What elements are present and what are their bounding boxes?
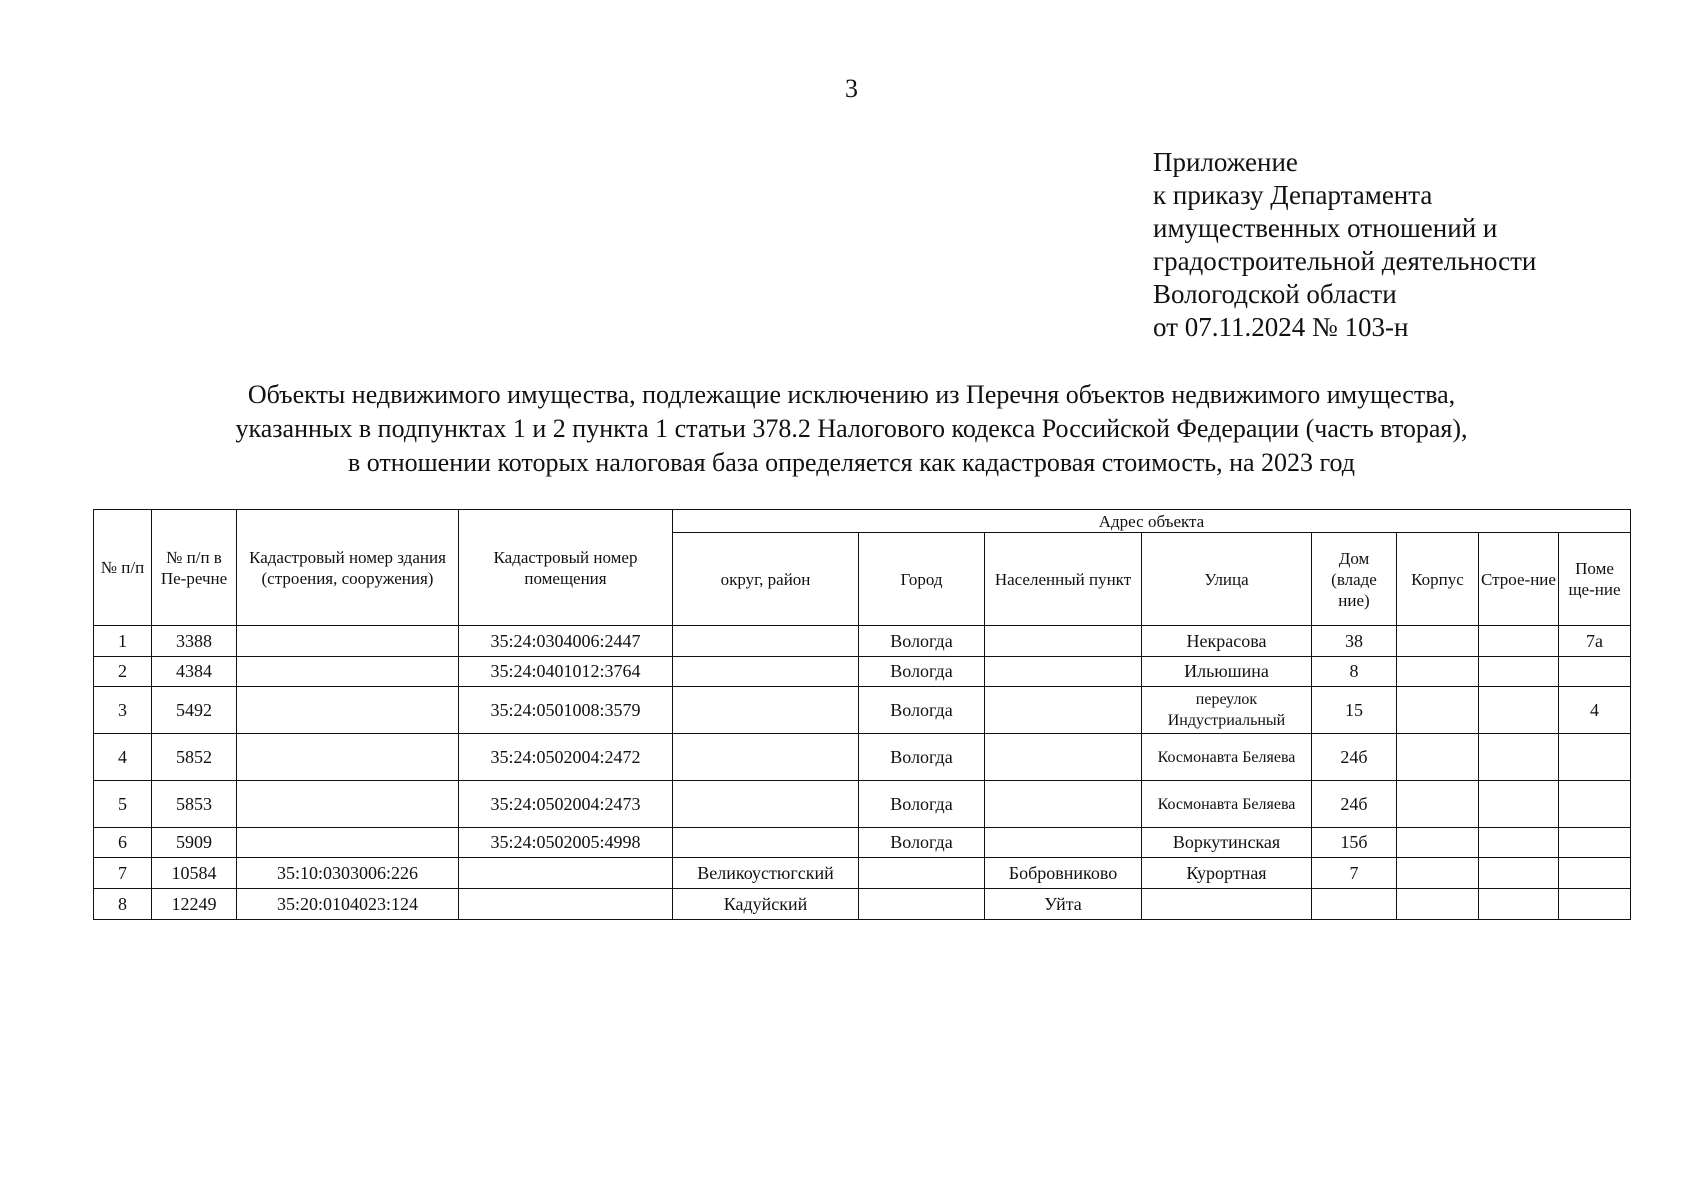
header-house: Дом (владе ние): [1312, 533, 1397, 626]
cell-num: 4: [94, 734, 152, 781]
header-num: № п/п: [94, 510, 152, 626]
cell-city: Вологда: [859, 781, 985, 828]
table-row: [94, 889, 1631, 920]
cell-list-num: 12249: [152, 889, 237, 920]
cell-premises-cadastral: 35:24:0501008:3579: [459, 687, 673, 734]
cell-city: Вологда: [859, 657, 985, 687]
cell-locality: Бобровниково: [985, 858, 1142, 889]
cell-premises-cadastral: 35:24:0502005:4998: [459, 828, 673, 858]
cell-list-num: 5909: [152, 828, 237, 858]
cell-list-num: 4384: [152, 657, 237, 687]
cell-house: 7: [1312, 858, 1397, 889]
cell-korpus: [1397, 781, 1479, 828]
cell-pomeshchenie: 4: [1559, 687, 1631, 734]
header-pomeshchenie: Поме ще-ние: [1559, 533, 1631, 626]
cell-stroenie: [1479, 626, 1559, 657]
table-row: [94, 858, 1631, 889]
cell-house: [1312, 889, 1397, 920]
cell-locality: [985, 626, 1142, 657]
cell-list-num: 5492: [152, 687, 237, 734]
header-premises-cadastral: Кадастровый номер помещения: [459, 510, 673, 626]
cell-num: 8: [94, 889, 152, 920]
cell-building-cadastral: 35:10:0303006:226: [237, 858, 459, 889]
table-row: [94, 828, 1631, 858]
cell-district: [673, 734, 859, 781]
document-title: [0, 378, 1703, 480]
header-list-num: № п/п в Пе-речне: [152, 510, 237, 626]
cell-building-cadastral: [237, 828, 459, 858]
table-row: [94, 687, 1631, 734]
cell-pomeshchenie: [1559, 781, 1631, 828]
cell-city: Вологда: [859, 687, 985, 734]
cell-city: [859, 858, 985, 889]
cell-building-cadastral: [237, 657, 459, 687]
cell-locality: [985, 657, 1142, 687]
cell-premises-cadastral: 35:24:0401012:3764: [459, 657, 673, 687]
appendix-line: к приказу Департамента: [1153, 180, 1433, 210]
appendix-line: имущественных отношений и: [1153, 213, 1498, 243]
cell-premises-cadastral: 35:24:0502004:2473: [459, 781, 673, 828]
cell-stroenie: [1479, 828, 1559, 858]
appendix-block: [1153, 146, 1536, 344]
cell-street: Воркутинская: [1142, 828, 1312, 858]
cell-district: Великоустюгский: [673, 858, 859, 889]
title-line: Объекты недвижимого имущества, подлежащие исключению из Перечня объектов недвижимого имущества,: [247, 380, 1456, 409]
cell-korpus: [1397, 657, 1479, 687]
cell-district: [673, 828, 859, 858]
cell-korpus: [1397, 889, 1479, 920]
cell-pomeshchenie: 7а: [1559, 626, 1631, 657]
cell-pomeshchenie: [1559, 858, 1631, 889]
cell-street: Курортная: [1142, 858, 1312, 889]
cell-korpus: [1397, 626, 1479, 657]
cell-house: 15б: [1312, 828, 1397, 858]
cell-premises-cadastral: [459, 889, 673, 920]
cell-premises-cadastral: 35:24:0304006:2447: [459, 626, 673, 657]
cell-korpus: [1397, 687, 1479, 734]
cell-num: 6: [94, 828, 152, 858]
cell-stroenie: [1479, 781, 1559, 828]
cell-building-cadastral: [237, 626, 459, 657]
appendix-line: от 07.11.2024 № 103-н: [1153, 312, 1409, 342]
cell-locality: [985, 828, 1142, 858]
cell-street: Космонавта Беляева: [1142, 734, 1312, 781]
cell-pomeshchenie: [1559, 889, 1631, 920]
cell-stroenie: [1479, 734, 1559, 781]
cell-city: [859, 889, 985, 920]
appendix-line: Вологодской области: [1153, 279, 1397, 309]
header-district: округ, район: [673, 533, 859, 626]
cell-house: 24б: [1312, 781, 1397, 828]
cell-locality: Уйта: [985, 889, 1142, 920]
cell-pomeshchenie: [1559, 734, 1631, 781]
table-row: [94, 781, 1631, 828]
appendix-line: градостроительной деятельности: [1153, 246, 1537, 276]
cell-num: 7: [94, 858, 152, 889]
table-row: [94, 626, 1631, 657]
header-street: Улица: [1142, 533, 1312, 626]
cell-stroenie: [1479, 657, 1559, 687]
page-number: 3: [845, 74, 858, 103]
cell-building-cadastral: [237, 781, 459, 828]
header-stroenie: Строе-ние: [1479, 533, 1559, 626]
cell-list-num: 3388: [152, 626, 237, 657]
objects-table: [93, 509, 1631, 920]
cell-list-num: 5853: [152, 781, 237, 828]
cell-district: Кадуйский: [673, 889, 859, 920]
cell-stroenie: [1479, 858, 1559, 889]
cell-district: [673, 687, 859, 734]
cell-street: Ильюшина: [1142, 657, 1312, 687]
cell-building-cadastral: [237, 734, 459, 781]
cell-locality: [985, 687, 1142, 734]
cell-house: 8: [1312, 657, 1397, 687]
cell-building-cadastral: 35:20:0104023:124: [237, 889, 459, 920]
title-line: указанных в подпунктах 1 и 2 пункта 1 статьи 378.2 Налогового кодекса Российской Федерации (часть вторая),: [235, 414, 1468, 443]
cell-num: 2: [94, 657, 152, 687]
table-row: [94, 657, 1631, 687]
cell-locality: [985, 781, 1142, 828]
cell-korpus: [1397, 858, 1479, 889]
cell-num: 1: [94, 626, 152, 657]
cell-pomeshchenie: [1559, 657, 1631, 687]
cell-district: [673, 626, 859, 657]
cell-korpus: [1397, 734, 1479, 781]
cell-premises-cadastral: [459, 858, 673, 889]
header-building-cadastral: Кадастровый номер здания (строения, сооружения): [237, 510, 459, 626]
cell-premises-cadastral: 35:24:0502004:2472: [459, 734, 673, 781]
cell-street: Некрасова: [1142, 626, 1312, 657]
cell-house: 24б: [1312, 734, 1397, 781]
cell-pomeshchenie: [1559, 828, 1631, 858]
cell-district: [673, 781, 859, 828]
header-korpus: Корпус: [1397, 533, 1479, 626]
cell-street: [1142, 889, 1312, 920]
cell-list-num: 5852: [152, 734, 237, 781]
cell-stroenie: [1479, 889, 1559, 920]
cell-house: 38: [1312, 626, 1397, 657]
cell-list-num: 10584: [152, 858, 237, 889]
cell-stroenie: [1479, 687, 1559, 734]
cell-city: Вологда: [859, 626, 985, 657]
cell-korpus: [1397, 828, 1479, 858]
cell-street: переулок Индустриальный: [1142, 687, 1312, 734]
cell-city: Вологда: [859, 734, 985, 781]
cell-building-cadastral: [237, 687, 459, 734]
cell-city: Вологда: [859, 828, 985, 858]
title-line: в отношении которых налоговая база определяется как кадастровая стоимость, на 2023 год: [347, 448, 1356, 477]
header-locality: Населенный пункт: [985, 533, 1142, 626]
cell-street: Космонавта Беляева: [1142, 781, 1312, 828]
cell-locality: [985, 734, 1142, 781]
header-city: Город: [859, 533, 985, 626]
table-row: [94, 734, 1631, 781]
appendix-line: Приложение: [1153, 147, 1298, 177]
cell-num: 5: [94, 781, 152, 828]
cell-house: 15: [1312, 687, 1397, 734]
cell-num: 3: [94, 687, 152, 734]
cell-district: [673, 657, 859, 687]
header-address-group: Адрес объекта: [673, 510, 1631, 533]
